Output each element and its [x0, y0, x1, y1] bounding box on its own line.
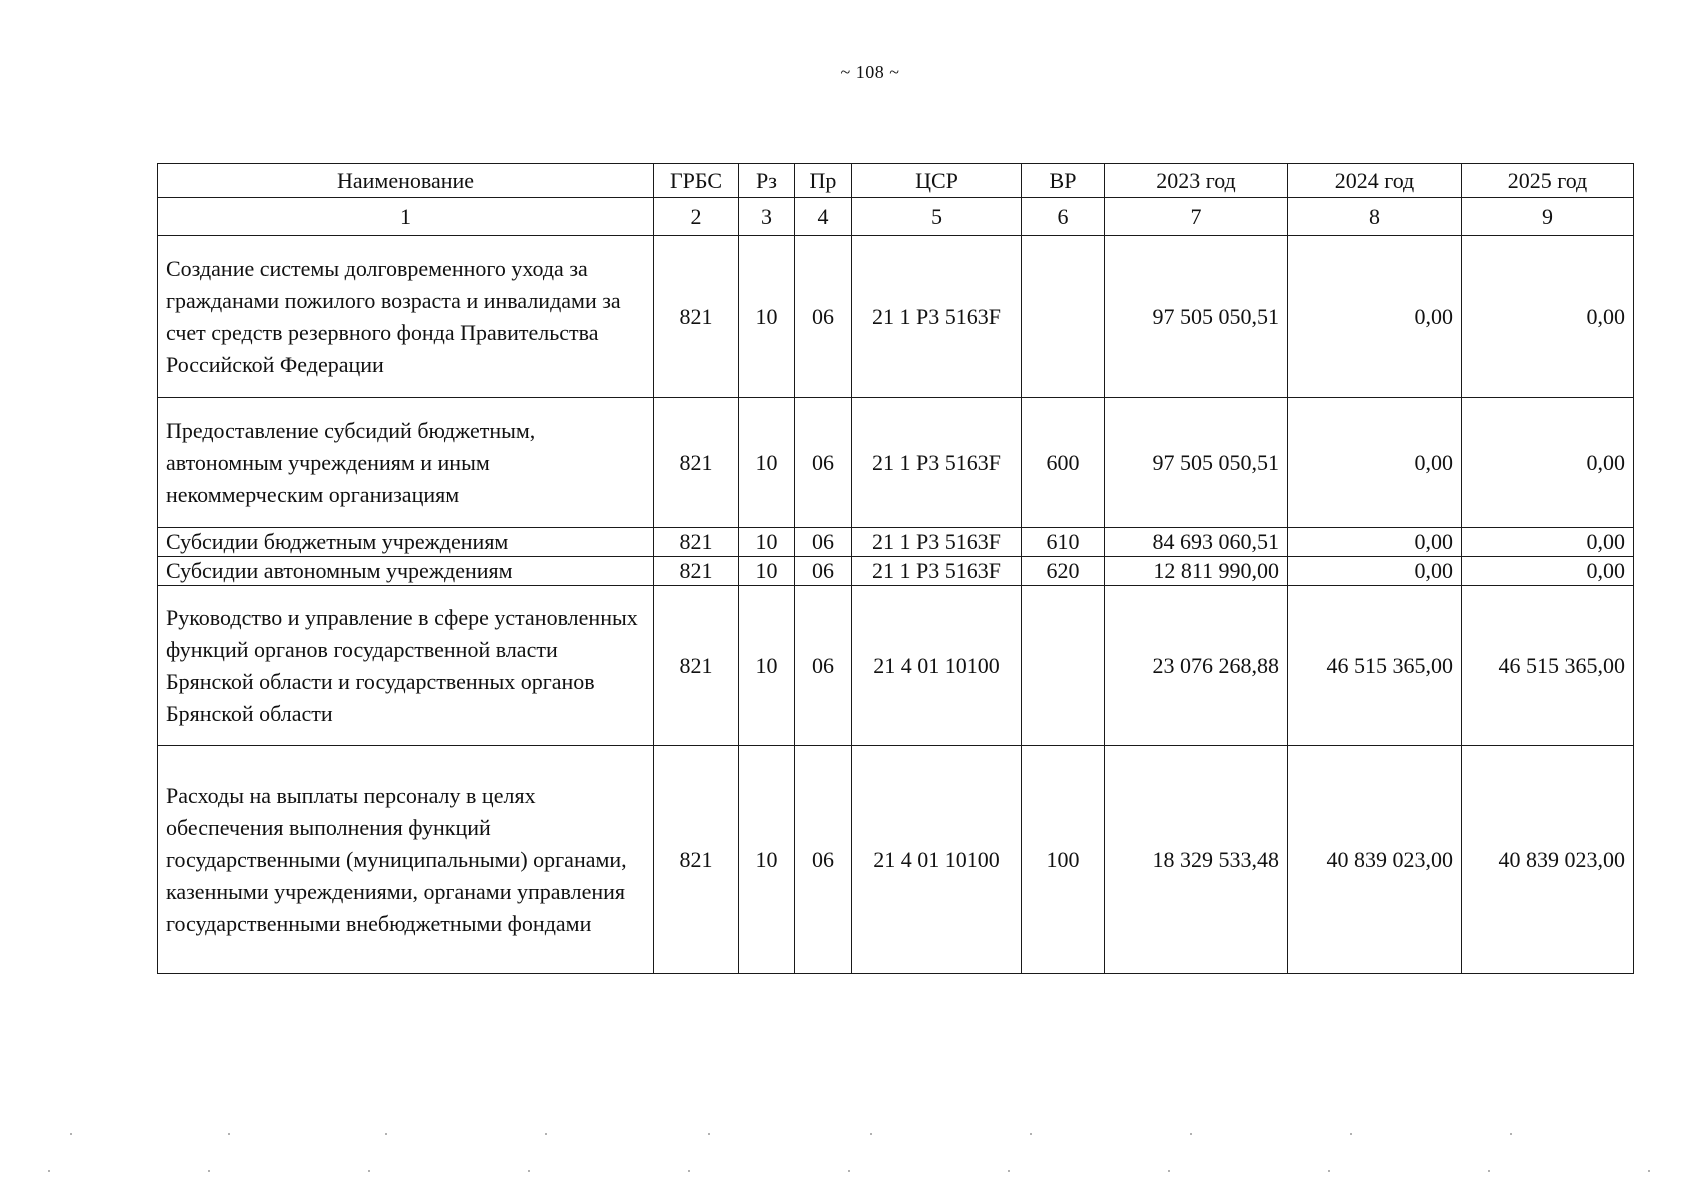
row-csr: 21 1 Р3 5163F — [852, 557, 1022, 586]
column-number: 8 — [1288, 198, 1462, 236]
column-number: 9 — [1462, 198, 1634, 236]
column-number: 3 — [739, 198, 795, 236]
header-name: Наименование — [158, 164, 654, 198]
row-2023: 84 693 060,51 — [1105, 528, 1288, 557]
header-rz: Рз — [739, 164, 795, 198]
header-row — [158, 164, 1634, 198]
row-csr: 21 1 Р3 5163F — [852, 236, 1022, 398]
row-rz: 10 — [739, 557, 795, 586]
row-grbs: 821 — [654, 557, 739, 586]
column-number: 6 — [1022, 198, 1105, 236]
row-pr: 06 — [795, 236, 852, 398]
row-vr: 610 — [1022, 528, 1105, 557]
row-2023: 18 329 533,48 — [1105, 746, 1288, 974]
row-name: Субсидии бюджетным учреждениям — [158, 528, 654, 557]
row-name: Создание системы долговременного ухода за гражданами пожилого возраста и инвалидами за счет средств резервного фонда Правительства Российской Федерации — [158, 236, 654, 398]
table-row — [158, 528, 1634, 557]
scan-dots-row-upper — [0, 1133, 1690, 1135]
row-vr — [1022, 586, 1105, 746]
row-name: Предоставление субсидий бюджетным, автономным учреждениям и иным некоммерческим организациям — [158, 398, 654, 528]
row-2023: 12 811 990,00 — [1105, 557, 1288, 586]
row-2024: 0,00 — [1288, 236, 1462, 398]
row-grbs: 821 — [654, 586, 739, 746]
row-rz: 10 — [739, 746, 795, 974]
row-csr: 21 1 Р3 5163F — [852, 528, 1022, 557]
column-number: 7 — [1105, 198, 1288, 236]
row-pr: 06 — [795, 746, 852, 974]
table-row — [158, 586, 1634, 746]
row-vr: 100 — [1022, 746, 1105, 974]
row-2024: 0,00 — [1288, 528, 1462, 557]
header-pr: Пр — [795, 164, 852, 198]
table-row — [158, 398, 1634, 528]
row-2025: 40 839 023,00 — [1462, 746, 1634, 974]
row-rz: 10 — [739, 236, 795, 398]
row-grbs: 821 — [654, 398, 739, 528]
row-rz: 10 — [739, 586, 795, 746]
row-rz: 10 — [739, 528, 795, 557]
row-2023: 97 505 050,51 — [1105, 398, 1288, 528]
column-number: 5 — [852, 198, 1022, 236]
header-2023: 2023 год — [1105, 164, 1288, 198]
row-vr: 620 — [1022, 557, 1105, 586]
budget-table — [157, 163, 1634, 974]
row-2024: 0,00 — [1288, 398, 1462, 528]
column-number-row — [158, 198, 1634, 236]
row-pr: 06 — [795, 528, 852, 557]
row-2025: 0,00 — [1462, 236, 1634, 398]
row-2024: 0,00 — [1288, 557, 1462, 586]
header-csr: ЦСР — [852, 164, 1022, 198]
row-vr — [1022, 236, 1105, 398]
row-2024: 46 515 365,00 — [1288, 586, 1462, 746]
table-row — [158, 746, 1634, 974]
header-2025: 2025 год — [1462, 164, 1634, 198]
row-pr: 06 — [795, 398, 852, 528]
row-csr: 21 1 Р3 5163F — [852, 398, 1022, 528]
row-pr: 06 — [795, 557, 852, 586]
column-number: 1 — [158, 198, 654, 236]
row-name: Руководство и управление в сфере установленных функций органов государственной власти Брянской области и государственных органов Брянской области — [158, 586, 654, 746]
scan-dots-row-lower — [0, 1170, 1690, 1172]
table-row — [158, 557, 1634, 586]
row-2025: 46 515 365,00 — [1462, 586, 1634, 746]
row-pr: 06 — [795, 586, 852, 746]
row-csr: 21 4 01 10100 — [852, 746, 1022, 974]
header-vr: ВР — [1022, 164, 1105, 198]
row-rz: 10 — [739, 398, 795, 528]
table-row — [158, 236, 1634, 398]
row-2025: 0,00 — [1462, 398, 1634, 528]
row-vr: 600 — [1022, 398, 1105, 528]
row-csr: 21 4 01 10100 — [852, 586, 1022, 746]
row-2023: 23 076 268,88 — [1105, 586, 1288, 746]
row-name: Расходы на выплаты персоналу в целях обеспечения выполнения функций государственными (муниципальными) органами, казенными учреждениями, органами управления государственными внебюджетными фондами — [158, 746, 654, 974]
row-name: Субсидии автономным учреждениям — [158, 557, 654, 586]
header-2024: 2024 год — [1288, 164, 1462, 198]
row-2023: 97 505 050,51 — [1105, 236, 1288, 398]
row-2024: 40 839 023,00 — [1288, 746, 1462, 974]
column-number: 4 — [795, 198, 852, 236]
row-grbs: 821 — [654, 746, 739, 974]
page-number: ~ 108 ~ — [840, 62, 900, 82]
row-2025: 0,00 — [1462, 528, 1634, 557]
row-grbs: 821 — [654, 528, 739, 557]
column-number: 2 — [654, 198, 739, 236]
row-2025: 0,00 — [1462, 557, 1634, 586]
header-grbs: ГРБС — [654, 164, 739, 198]
row-grbs: 821 — [654, 236, 739, 398]
